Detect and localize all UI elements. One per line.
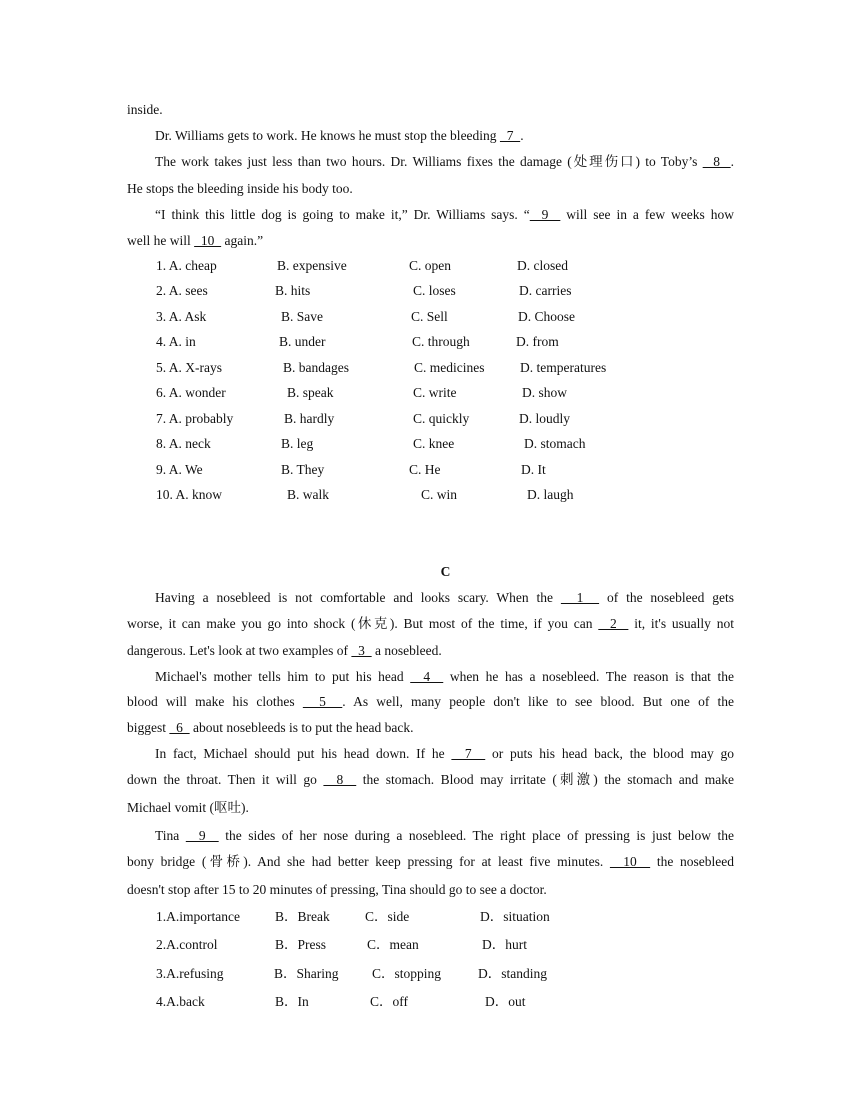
option-4-d: D. from: [516, 334, 559, 349]
text-run: Having a nosebleed is not comfortable and looks scary. When the: [155, 590, 561, 605]
passage-b-line: [155, 127, 734, 145]
option-4-c: C. through: [412, 334, 470, 349]
option-3-c: C．stopping: [372, 966, 442, 981]
option-4-b: B．In: [275, 994, 309, 1009]
option-9-d: D. It: [521, 462, 546, 477]
answer-blank: 8: [702, 154, 731, 169]
passage-c-line: [127, 799, 734, 817]
passage-c-line: [127, 642, 734, 660]
answer-blank: 7: [451, 746, 486, 761]
text-run: of the nosebleed gets: [599, 590, 735, 605]
option-1-b: B．Break: [275, 909, 330, 924]
option-4-d: D．out: [485, 994, 526, 1009]
passage-c-line: [127, 771, 734, 789]
answer-blank: 10: [609, 854, 651, 869]
option-8-c: C. knee: [413, 436, 455, 451]
text-run: Michael vomit (呕吐).: [127, 800, 249, 815]
option-3-a: 3.A.refusing: [156, 966, 224, 981]
option-5-d: D. temperatures: [520, 360, 607, 375]
text-run: the nosebleed: [650, 854, 734, 869]
answer-blank: 7: [499, 128, 521, 143]
text-run: The work takes just less than two hours. Dr. Williams fixes the damage (处理伤口) to Toby’s: [155, 154, 703, 169]
option-3-d: D. Choose: [518, 309, 575, 324]
text-run: Tina: [155, 828, 186, 843]
option-2-c: C．mean: [367, 937, 419, 952]
option-2-d: D. carries: [519, 283, 572, 298]
option-10-c: C. win: [421, 487, 458, 502]
option-10-b: B. walk: [287, 487, 329, 502]
option-1-b: B. expensive: [277, 258, 347, 273]
passage-b-line: [155, 206, 734, 224]
option-9-c: C. He: [409, 462, 441, 477]
text-run: well he will: [127, 233, 195, 248]
answer-blank: 10: [194, 233, 222, 248]
text-run: a nosebleed.: [371, 643, 442, 658]
text-run: will see in a few weeks how: [560, 207, 735, 222]
text-run: Michael's mother tells him to put his head: [155, 669, 411, 684]
answer-blank: 5: [302, 694, 343, 709]
text-run: about nosebleeds is to put the head back.: [189, 720, 414, 735]
answer-blank: 9: [185, 828, 219, 843]
text-run: biggest: [127, 720, 170, 735]
passage-b-line: [127, 180, 734, 198]
text-run: .: [520, 128, 524, 143]
text-run: Dr. Williams gets to work. He knows he must stop the bleeding: [155, 128, 500, 143]
text-run: bony bridge (骨桥). And she had better keep pressing for at least five minutes.: [127, 854, 610, 869]
option-4-c: C．off: [370, 994, 409, 1009]
passage-b-line: [127, 232, 734, 250]
section-c-heading: C: [440, 564, 451, 579]
option-2-b: B. hits: [275, 283, 311, 298]
text-run: again.”: [221, 233, 264, 248]
passage-b-line: [127, 101, 734, 119]
text-run: dangerous. Let's look at two examples of: [127, 643, 352, 658]
text-run: or puts his head back, the blood may go: [485, 746, 735, 761]
option-3-a: 3. A. Ask: [156, 309, 207, 324]
option-10-d: D. laugh: [527, 487, 574, 502]
text-run: blood will make his clothes: [127, 694, 303, 709]
option-1-c: C. open: [409, 258, 451, 273]
text-run: down the throat. Then it will go: [127, 772, 324, 787]
text-run: In fact, Michael should put his head down. If he: [155, 746, 452, 761]
option-7-a: 7. A. probably: [156, 411, 234, 426]
option-7-b: B. hardly: [284, 411, 335, 426]
passage-c-line: [155, 589, 734, 607]
answer-blank: 1: [560, 590, 600, 605]
passage-c-line: [127, 693, 734, 711]
text-run: inside.: [127, 102, 163, 117]
answer-blank: 8: [323, 772, 357, 787]
text-run: .: [730, 154, 735, 169]
option-9-b: B. They: [281, 462, 325, 477]
option-3-d: D．standing: [478, 966, 547, 981]
option-3-b: B．Sharing: [274, 966, 339, 981]
option-4-a: 4.A.back: [156, 994, 205, 1009]
option-4-a: 4. A. in: [156, 334, 196, 349]
text-run: worse, it can make you go into shock (休克). But most of the time, if you can: [127, 616, 599, 631]
option-7-d: D. loudly: [519, 411, 571, 426]
option-4-b: B. under: [279, 334, 326, 349]
option-5-a: 5. A. X-rays: [156, 360, 222, 375]
passage-c-line: [127, 719, 734, 737]
text-run: the stomach. Blood may irritate (刺激) the stomach and make: [356, 772, 734, 787]
text-run: it, it's usually not: [628, 616, 735, 631]
text-run: doesn't stop after 15 to 20 minutes of pressing, Tina should go to see a doctor.: [127, 882, 547, 897]
option-6-a: 6. A. wonder: [156, 385, 226, 400]
option-5-b: B. bandages: [283, 360, 349, 375]
option-6-b: B. speak: [287, 385, 334, 400]
option-2-b: B．Press: [275, 937, 327, 952]
option-8-b: B. leg: [281, 436, 314, 451]
option-2-a: 2. A. sees: [156, 283, 208, 298]
passage-c-line: [127, 853, 734, 871]
option-2-d: D．hurt: [482, 937, 527, 952]
option-1-c: C．side: [365, 909, 410, 924]
option-2-a: 2.A.control: [156, 937, 218, 952]
answer-blank: 2: [598, 616, 629, 631]
option-7-c: C. quickly: [413, 411, 470, 426]
passage-b-line: [155, 153, 734, 171]
passage-c-line: [127, 615, 734, 633]
answer-blank: 3: [351, 643, 372, 658]
option-1-d: D. closed: [517, 258, 568, 273]
passage-c-line: [155, 745, 734, 763]
passage-c-line: [155, 827, 734, 845]
passage-c-line: [155, 668, 734, 686]
option-1-a: 1. A. cheap: [156, 258, 217, 273]
passage-c-line: [127, 881, 734, 899]
answer-blank: 6: [169, 720, 190, 735]
option-3-b: B. Save: [281, 309, 323, 324]
option-1-d: D．situation: [480, 909, 550, 924]
answer-blank: 4: [410, 669, 444, 684]
option-8-d: D. stomach: [524, 436, 586, 451]
option-2-c: C. loses: [413, 283, 456, 298]
text-run: He stops the bleeding inside his body too.: [127, 181, 353, 196]
option-1-a: 1.A.importance: [156, 909, 240, 924]
option-9-a: 9. A. We: [156, 462, 203, 477]
text-run: . As well, many people don't like to see blood. But one of the: [342, 694, 735, 709]
option-8-a: 8. A. neck: [156, 436, 211, 451]
option-6-d: D. show: [522, 385, 568, 400]
option-5-c: C. medicines: [414, 360, 485, 375]
text-run: when he has a nosebleed. The reason is that the: [443, 669, 734, 684]
text-run: “I think this little dog is going to make it,” Dr. Williams says. “: [155, 207, 530, 222]
option-3-c: C. Sell: [411, 309, 448, 324]
option-10-a: 10. A. know: [156, 487, 223, 502]
answer-blank: 9: [529, 207, 561, 222]
text-run: the sides of her nose during a nosebleed. The right place of pressing is just below the: [218, 828, 734, 843]
option-6-c: C. write: [413, 385, 457, 400]
